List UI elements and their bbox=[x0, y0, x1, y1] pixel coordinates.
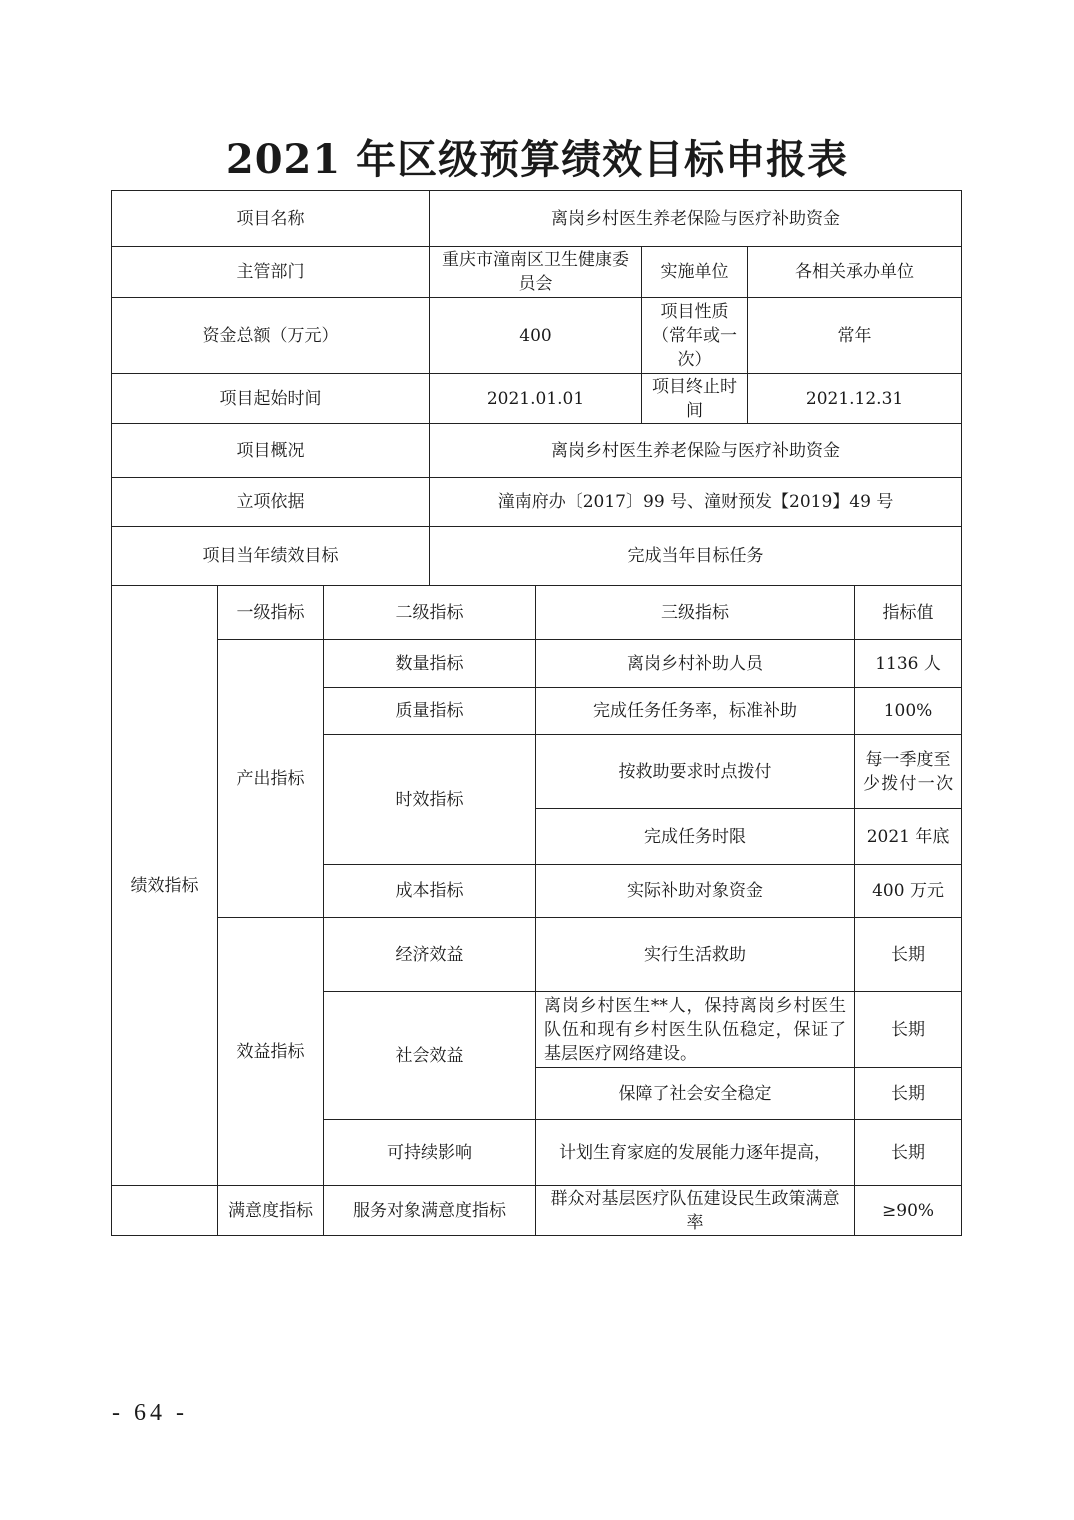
satisfaction-blank-cell bbox=[112, 1186, 218, 1236]
header-level1: 一级指标 bbox=[218, 586, 324, 640]
satisfaction-item: 群众对基层医疗队伍建设民生政策满意率 bbox=[536, 1186, 855, 1236]
fund-label: 资金总额（万元） bbox=[112, 298, 430, 374]
quality-value: 100% bbox=[855, 688, 962, 735]
nature-label: 项目性质（常年或一次） bbox=[642, 298, 748, 374]
satisfaction-label: 满意度指标 bbox=[218, 1186, 324, 1236]
row-department bbox=[112, 247, 962, 298]
dept-label: 主管部门 bbox=[112, 247, 430, 298]
budget-performance-table bbox=[111, 190, 962, 1236]
end-value: 2021.12.31 bbox=[748, 374, 962, 424]
row-economic bbox=[112, 918, 962, 992]
quantity-value: 1136 人 bbox=[855, 640, 962, 688]
header-value: 指标值 bbox=[855, 586, 962, 640]
goal-value: 完成当年目标任务 bbox=[430, 527, 962, 586]
dept-value: 重庆市潼南区卫生健康委员会 bbox=[430, 247, 642, 298]
sustainable-item: 计划生育家庭的发展能力逐年提高， bbox=[536, 1120, 855, 1186]
row-basis bbox=[112, 478, 962, 527]
nature-value: 常年 bbox=[748, 298, 962, 374]
satisfaction-value: ≥90% bbox=[855, 1186, 962, 1236]
row-time bbox=[112, 374, 962, 424]
sustainable-value: 长期 bbox=[855, 1120, 962, 1186]
overview-label: 项目概况 bbox=[112, 424, 430, 478]
benefit-label: 效益指标 bbox=[218, 918, 324, 1186]
page-number: - 64 - bbox=[112, 1400, 188, 1426]
cost-label: 成本指标 bbox=[324, 865, 536, 918]
impl-unit-label: 实施单位 bbox=[642, 247, 748, 298]
timeliness-item-1: 按救助要求时点拨付 bbox=[536, 735, 855, 809]
row-fund bbox=[112, 298, 962, 374]
quality-item: 完成任务任务率，标准补助 bbox=[536, 688, 855, 735]
page-title: 2021 年区级预算绩效目标申报表 bbox=[225, 136, 849, 183]
end-label: 项目终止时间 bbox=[642, 374, 748, 424]
project-name-label: 项目名称 bbox=[112, 191, 430, 247]
satisfaction-sub-label: 服务对象满意度指标 bbox=[324, 1186, 536, 1236]
economic-value: 长期 bbox=[855, 918, 962, 992]
start-value: 2021.01.01 bbox=[430, 374, 642, 424]
economic-label: 经济效益 bbox=[324, 918, 536, 992]
section-performance-label: 绩效指标 bbox=[112, 586, 218, 1186]
sustainable-label: 可持续影响 bbox=[324, 1120, 536, 1186]
row-indicator-header bbox=[112, 586, 962, 640]
cost-item: 实际补助对象资金 bbox=[536, 865, 855, 918]
social-label: 社会效益 bbox=[324, 992, 536, 1120]
header-level3: 三级指标 bbox=[536, 586, 855, 640]
quality-label: 质量指标 bbox=[324, 688, 536, 735]
basis-label: 立项依据 bbox=[112, 478, 430, 527]
timeliness-value-1: 每一季度至少拨付一次 bbox=[855, 735, 962, 809]
social-item-1: 离岗乡村医生**人，保持离岗乡村医生队伍和现有乡村医生队伍稳定，保证了基层医疗网络建设。 bbox=[536, 992, 855, 1068]
social-value-1: 长期 bbox=[855, 992, 962, 1068]
timeliness-value-2: 2021 年底 bbox=[855, 809, 962, 865]
quantity-label: 数量指标 bbox=[324, 640, 536, 688]
quantity-item: 离岗乡村补助人员 bbox=[536, 640, 855, 688]
row-satisfaction bbox=[112, 1186, 962, 1236]
timeliness-item-2: 完成任务时限 bbox=[536, 809, 855, 865]
start-label: 项目起始时间 bbox=[112, 374, 430, 424]
header-level2: 二级指标 bbox=[324, 586, 536, 640]
overview-value: 离岗乡村医生养老保险与医疗补助资金 bbox=[430, 424, 962, 478]
row-project-name bbox=[112, 191, 962, 247]
project-name-value: 离岗乡村医生养老保险与医疗补助资金 bbox=[430, 191, 962, 247]
impl-unit-value: 各相关承办单位 bbox=[748, 247, 962, 298]
timeliness-label: 时效指标 bbox=[324, 735, 536, 865]
cost-value: 400 万元 bbox=[855, 865, 962, 918]
goal-label: 项目当年绩效目标 bbox=[112, 527, 430, 586]
row-overview bbox=[112, 424, 962, 478]
output-label: 产出指标 bbox=[218, 640, 324, 918]
basis-value: 潼南府办〔2017〕99 号、潼财预发【2019】49 号 bbox=[430, 478, 962, 527]
row-goal bbox=[112, 527, 962, 586]
social-item-2: 保障了社会安全稳定 bbox=[536, 1068, 855, 1120]
fund-value: 400 bbox=[430, 298, 642, 374]
social-value-2: 长期 bbox=[855, 1068, 962, 1120]
economic-item: 实行生活救助 bbox=[536, 918, 855, 992]
row-quantity bbox=[112, 640, 962, 688]
